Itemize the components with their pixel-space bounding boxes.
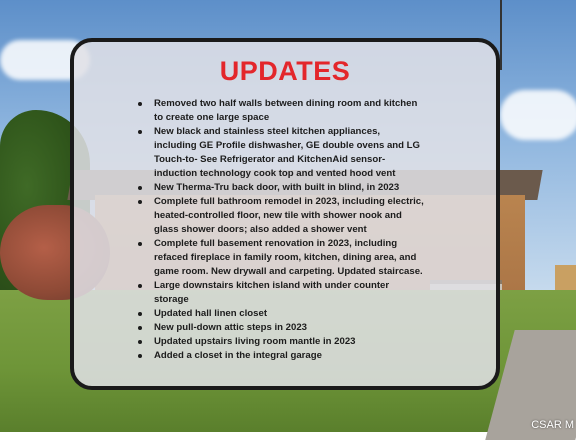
updates-panel — [70, 38, 500, 390]
updates-list — [134, 97, 424, 363]
list-item — [134, 279, 424, 307]
list-item — [134, 195, 424, 237]
list-item-text: Large downstairs kitchen island with under counter storage — [154, 280, 390, 305]
list-item — [134, 321, 424, 335]
list-item-text: Complete full basement renovation in 2023, including refaced fireplace in family room, kitchen, dining area, and game room. New drywall and carpeting. Updated staircase. — [154, 238, 423, 277]
list-item — [134, 125, 424, 181]
list-item-text: Updated upstairs living room mantle in 2023 — [154, 336, 356, 347]
list-item — [134, 307, 424, 321]
watermark: CSAR M — [531, 419, 574, 431]
list-item-text: Complete full bathroom remodel in 2023, including electric, heated-controlled floor, new tile with shower nook and glass shower doors; also added a shower vent — [154, 196, 424, 235]
bullet-icon — [138, 312, 142, 316]
bullet-icon — [138, 130, 142, 134]
list-item — [134, 237, 424, 279]
list-item-text: New black and stainless steel kitchen appliances, including GE Profile dishwasher, GE double ovens and LG Touch-to- See Refrigerator and KitchenAid sensor-induction technology cook top and vented hood vent — [154, 126, 421, 179]
list-item-text: New pull-down attic steps in 2023 — [154, 322, 307, 333]
list-item-text: Updated hall linen closet — [154, 308, 268, 319]
bullet-icon — [138, 200, 142, 204]
list-item-text: New Therma-Tru back door, with built in blind, in 2023 — [154, 182, 400, 193]
bullet-icon — [138, 340, 142, 344]
bullet-icon — [138, 242, 142, 246]
list-item-text: Removed two half walls between dining room and kitchen to create one large space — [154, 98, 418, 123]
bullet-icon — [138, 354, 142, 358]
cloud — [500, 90, 576, 140]
list-item — [134, 349, 424, 363]
list-item-text: Added a closet in the integral garage — [154, 350, 322, 361]
bullet-icon — [138, 186, 142, 190]
bullet-icon — [138, 326, 142, 330]
utility-pole — [500, 0, 502, 70]
panel-title: UPDATES — [219, 56, 351, 86]
list-item — [134, 97, 424, 125]
list-item — [134, 335, 424, 349]
bullet-icon — [138, 284, 142, 288]
bullet-icon — [138, 102, 142, 106]
list-item — [134, 181, 424, 195]
